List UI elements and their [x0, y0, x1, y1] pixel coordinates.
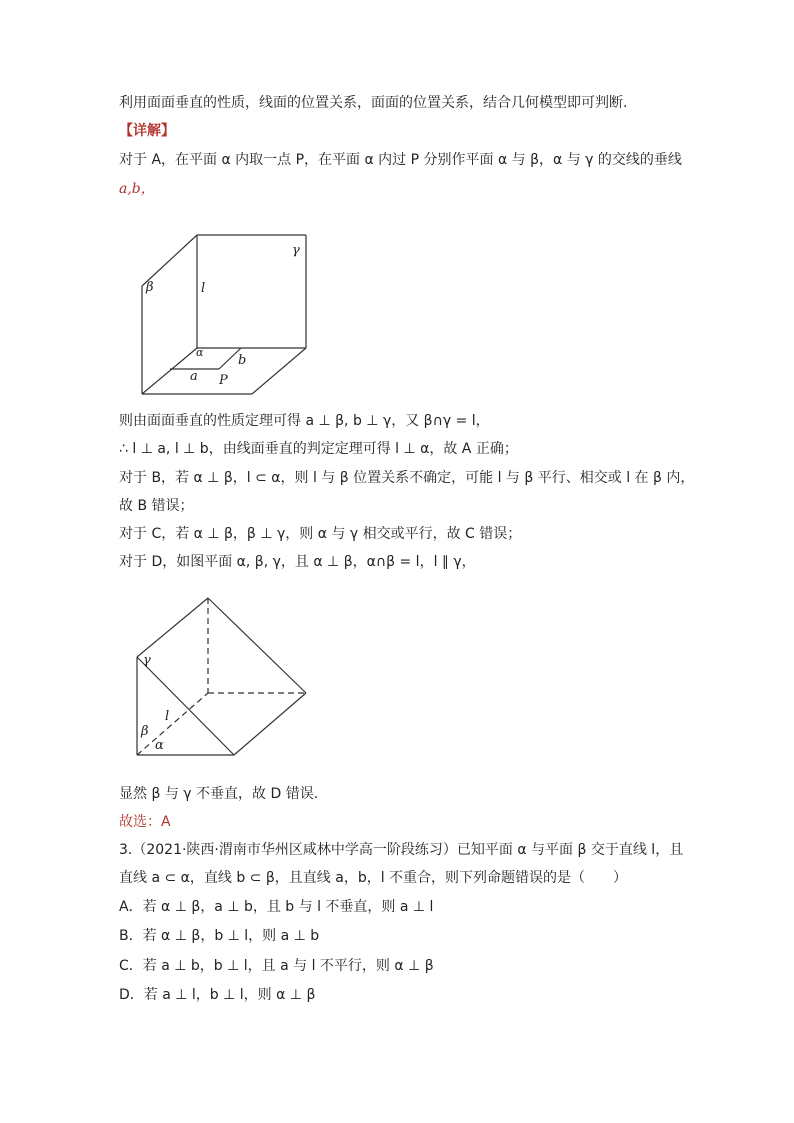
detail-heading: 【详解】	[119, 123, 175, 139]
label-l: l	[201, 281, 206, 296]
figure-1-planes-diagram	[130, 228, 315, 398]
label-alpha: α	[196, 346, 204, 359]
label-beta: β	[141, 724, 149, 739]
label-beta: β	[146, 280, 154, 295]
option-c-analysis: 对于 C，若 α ⊥ β，β ⊥ γ，则 α 与 γ 相交或平行，故 C 错误；	[119, 526, 522, 542]
figure-2-prism-diagram	[130, 592, 310, 758]
option-a-conclusion-line-1: 则由面面垂直的性质定理可得 a ⊥ β, b ⊥ γ，又 β∩γ = l，	[119, 413, 490, 429]
option-a-conclusion-line-2: ∴ l ⊥ a, l ⊥ b，由线面垂直的判定定理可得 l ⊥ α，故 A 正确；	[119, 441, 518, 457]
label-p: P	[219, 373, 228, 388]
label-gamma: γ	[292, 243, 300, 258]
label-b: b	[238, 353, 247, 368]
question-3-option-c: C．若 a ⊥ b，b ⊥ l，且 a 与 l 不平行，则 α ⊥ β	[119, 958, 434, 974]
label-gamma: γ	[143, 653, 151, 668]
question-3-option-a: A．若 α ⊥ β，a ⊥ b，且 b 与 l 不垂直，则 a ⊥ l	[119, 899, 434, 915]
question-3-stem-line-1: 3.（2021·陕西·渭南市华州区咸林中学高一阶段练习）已知平面 α 与平面 β 交于直线 l，且	[119, 842, 684, 858]
question-3-option-d: D．若 a ⊥ l，b ⊥ l，则 α ⊥ β	[119, 987, 316, 1003]
solution-intro-text: 利用面面垂直的性质，线面的位置关系，面面的位置关系，结合几何模型即可判断.	[119, 95, 628, 111]
label-l: l	[165, 709, 170, 724]
label-alpha: α	[155, 738, 164, 753]
question-3-stem-line-2: 直线 a ⊂ α，直线 b ⊂ β，且直线 a，b，l 不重合，则下列命题错误的是（ ）	[119, 870, 628, 886]
answer-line: 故选：A	[119, 814, 171, 830]
option-d-analysis: 对于 D，如图平面 α, β, γ，且 α ⊥ β，α∩β = l，l ∥ γ，	[119, 554, 476, 570]
question-3-option-b: B．若 α ⊥ β，b ⊥ l，则 a ⊥ b	[119, 928, 320, 944]
option-b-analysis-line-1: 对于 B，若 α ⊥ β，l ⊂ α，则 l 与 β 位置关系不确定，可能 l 与 β 平行、相交或 l 在 β 内，	[119, 470, 695, 486]
option-a-analysis-line-2: a,b，	[119, 181, 155, 197]
option-d-conclusion: 显然 β 与 γ 不垂直，故 D 错误.	[119, 786, 319, 802]
option-a-analysis-line-1: 对于 A，在平面 α 内取一点 P，在平面 α 内过 P 分别作平面 α 与 β，α 与 γ 的交线的垂线	[119, 152, 682, 168]
label-a: a	[190, 369, 198, 384]
option-b-analysis-line-2: 故 B 错误；	[119, 498, 194, 514]
